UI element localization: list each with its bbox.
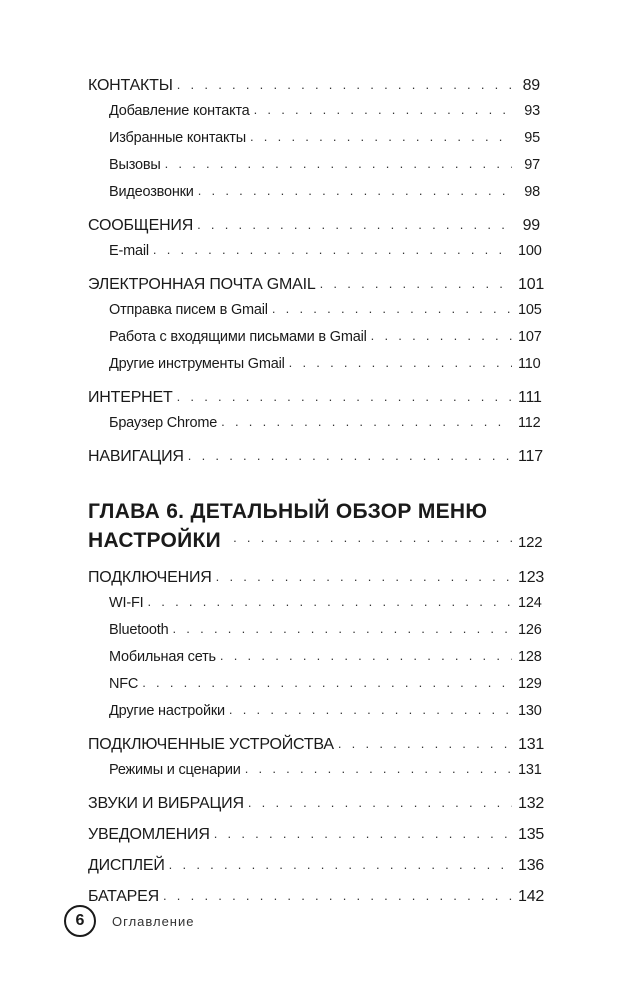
toc-subsection-entry[interactable] <box>88 647 540 666</box>
chapter-title-line1: ГЛАВА 6. ДЕТАЛЬНЫЙ ОБЗОР МЕНЮ <box>88 500 488 523</box>
dot-leader <box>214 825 512 844</box>
toc-entry-title: ПОДКЛЮЧЕННЫЕ УСТРОЙСТВА <box>88 736 334 753</box>
toc-subsection-entry[interactable] <box>88 620 540 639</box>
dot-leader <box>229 701 512 720</box>
toc-entry-title: Другие настройки <box>109 703 225 719</box>
toc-entry-page: 126 <box>518 622 542 638</box>
toc-subsection-entry[interactable] <box>88 327 540 346</box>
dot-leader <box>197 216 512 235</box>
chapter-title-line2: НАСТРОЙКИ <box>88 529 222 552</box>
chapter-heading[interactable] <box>88 499 543 554</box>
dot-leader <box>198 182 512 201</box>
dot-leader <box>233 525 512 554</box>
dot-leader <box>254 101 512 120</box>
toc-section-entry[interactable] <box>88 887 545 906</box>
toc-entry-page: 110 <box>518 356 541 372</box>
toc-entry-title: Браузер Chrome <box>109 415 218 431</box>
dot-leader <box>147 593 512 612</box>
toc-entry-page: 107 <box>518 329 542 345</box>
toc-entry-page: 111 <box>518 389 542 406</box>
toc-section-entry[interactable] <box>88 216 540 235</box>
toc-entry-title: КОНТАКТЫ <box>88 77 173 94</box>
toc-entry-title: Избранные контакты <box>109 130 246 146</box>
toc-group-after <box>88 568 545 906</box>
dot-leader <box>220 647 512 666</box>
toc-section-entry[interactable] <box>88 794 545 813</box>
toc-section-entry[interactable] <box>88 735 545 754</box>
toc-entry-page: 142 <box>518 888 545 905</box>
toc-entry-page: 132 <box>518 795 545 812</box>
dot-leader <box>248 794 512 813</box>
toc-entry-page: 112 <box>518 415 541 431</box>
toc-section-entry[interactable] <box>88 275 545 294</box>
dot-leader <box>289 354 512 373</box>
page-number-badge <box>64 905 96 937</box>
toc-entry-title: E-mail <box>109 243 149 259</box>
toc-subsection-entry[interactable] <box>88 413 540 432</box>
toc-entry-title: УВЕДОМЛЕНИЯ <box>88 826 210 843</box>
dot-leader <box>272 300 512 319</box>
dot-leader <box>177 76 512 95</box>
toc-entry-title: Добавление контакта <box>109 103 250 119</box>
toc-entry-page: 131 <box>518 736 545 753</box>
toc-section-entry[interactable] <box>88 568 545 587</box>
chapter-page-number: 122 <box>518 534 543 551</box>
toc-entry-page: 98 <box>524 184 540 200</box>
toc-entry-page: 130 <box>518 703 542 719</box>
toc-entry-title: Видеозвонки <box>109 184 194 200</box>
dot-leader <box>177 388 512 407</box>
toc-subsection-entry[interactable] <box>88 300 540 319</box>
toc-subsection-entry[interactable] <box>88 182 540 201</box>
dot-leader <box>169 856 512 875</box>
toc-entry-title: БАТАРЕЯ <box>88 888 159 905</box>
toc-entry-title: СООБЩЕНИЯ <box>88 217 194 234</box>
toc-entry-title: ИНТЕРНЕТ <box>88 389 173 406</box>
toc-entry-page: 101 <box>518 276 545 293</box>
dot-leader <box>216 568 512 587</box>
dot-leader <box>371 327 512 346</box>
toc-entry-title: ДИСПЛЕЙ <box>88 857 165 874</box>
dot-leader <box>221 413 512 432</box>
toc-entry-page: 131 <box>518 762 542 778</box>
toc-subsection-entry[interactable] <box>88 354 540 373</box>
toc-section-entry[interactable] <box>88 447 543 466</box>
toc-entry-title: ЭЛЕКТРОННАЯ ПОЧТА GMAIL <box>88 276 316 293</box>
toc-entry-title: Работа с входящими письмами в Gmail <box>109 329 367 345</box>
toc-section-entry[interactable] <box>88 388 540 407</box>
toc-subsection-entry[interactable] <box>88 128 540 147</box>
toc-entry-title: Другие инструменты Gmail <box>109 356 285 372</box>
dot-leader <box>165 155 512 174</box>
toc-section-entry[interactable] <box>88 76 540 95</box>
toc-entry-title: НАВИГАЦИЯ <box>88 448 184 465</box>
toc-entry-page: 136 <box>518 857 545 874</box>
toc-entry-title: Режимы и сценарии <box>109 762 241 778</box>
dot-leader <box>250 128 512 147</box>
toc-entry-page: 89 <box>522 77 540 94</box>
dot-leader <box>320 275 512 294</box>
toc-subsection-entry[interactable] <box>88 155 540 174</box>
running-footer-title: Оглавление <box>112 913 195 929</box>
toc-subsection-entry[interactable] <box>88 101 540 120</box>
toc-entry-page: 95 <box>524 130 540 146</box>
dot-leader <box>163 887 512 906</box>
toc-entry-page: 100 <box>518 243 542 259</box>
toc-entry-page: 129 <box>518 676 542 692</box>
toc-entry-title: WI-FI <box>109 595 144 611</box>
page-footer <box>64 905 194 937</box>
toc-entry-page: 99 <box>522 217 540 234</box>
dot-leader <box>188 447 512 466</box>
dot-leader <box>142 674 512 693</box>
toc-entry-page: 123 <box>518 569 545 586</box>
toc-entry-title: NFC <box>109 676 139 692</box>
dot-leader <box>338 735 512 754</box>
table-of-contents <box>88 64 545 912</box>
chapter-title-row <box>88 525 543 554</box>
toc-subsection-entry[interactable] <box>88 593 540 612</box>
toc-entry-title: Мобильная сеть <box>109 649 216 665</box>
toc-entry-page: 117 <box>518 448 543 465</box>
toc-entry-title: ЗВУКИ И ВИБРАЦИЯ <box>88 795 244 812</box>
toc-entry-page: 105 <box>518 302 542 318</box>
toc-subsection-entry[interactable] <box>88 760 540 779</box>
toc-entry-page: 93 <box>524 103 540 119</box>
page-number: 6 <box>75 912 85 929</box>
toc-subsection-entry[interactable] <box>88 674 540 693</box>
toc-section-entry[interactable] <box>88 856 545 875</box>
toc-entry-page: 124 <box>518 595 542 611</box>
toc-entry-title: ПОДКЛЮЧЕНИЯ <box>88 569 212 586</box>
toc-entry-title: Вызовы <box>109 157 161 173</box>
dot-leader <box>245 760 512 779</box>
toc-section-entry[interactable] <box>88 825 545 844</box>
dot-leader <box>172 620 512 639</box>
dot-leader <box>153 241 512 260</box>
toc-subsection-entry[interactable] <box>88 241 540 260</box>
toc-subsection-entry[interactable] <box>88 701 540 720</box>
toc-entry-title: Bluetooth <box>109 622 169 638</box>
toc-entry-page: 97 <box>524 157 540 173</box>
toc-entry-page: 135 <box>518 826 545 843</box>
toc-group-before <box>88 76 545 466</box>
toc-entry-title: Отправка писем в Gmail <box>109 302 268 318</box>
toc-entry-page: 128 <box>518 649 542 665</box>
